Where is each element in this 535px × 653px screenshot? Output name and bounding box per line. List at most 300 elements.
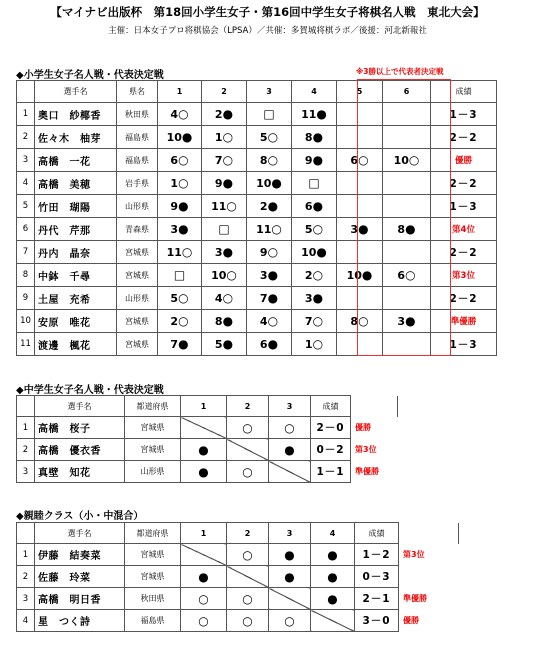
game-result-mark: □ [173,268,186,282]
col-header-result: 成績 [355,523,399,544]
game-result-mark: ● [405,314,416,328]
game-result-mark: ● [327,547,338,562]
opponent-number: 7 [170,338,179,351]
middle-section-heading: ◆中学生女子名人戦・代表決定戦 [16,385,164,396]
record: 1－2 [355,544,399,566]
final-rank: 第3位 [355,445,377,454]
opponent-number: 3 [170,223,179,236]
game-cell [247,195,292,218]
row-number: 11 [17,333,35,356]
game-result-mark: ○ [358,314,369,328]
record: 2－2 [431,126,497,149]
header-row [17,81,497,103]
col-header-round: 4 [292,81,337,103]
opponent-number: 11 [256,223,272,236]
game-cell [158,310,202,333]
game-cell [202,149,247,172]
self-match-cell [227,566,269,588]
game-result-mark: ● [405,222,416,236]
opponent-number: 6 [170,154,179,167]
player-pref: 宮城県 [125,439,181,461]
record: 2－2 [431,287,497,310]
player-name: 真壁 知花 [35,461,125,483]
row-number: 5 [17,195,35,218]
game-result-mark: ● [312,199,324,213]
game-cell [292,103,337,126]
col-header-round: 6 [383,81,431,103]
game-cell [292,218,337,241]
game-result-mark: ○ [242,464,253,479]
game-cell [269,417,311,439]
elementary-section-heading: ◆小学生女子名人戦・代表決定戦 [16,70,164,81]
player-name: 高橋 明日香 [35,588,125,610]
self-match-cell [181,544,227,566]
game-cell [292,241,337,264]
col-header-result: 成績 [311,396,351,417]
player-name: 高橋 優衣香 [35,439,125,461]
game-cell [311,588,355,610]
game-result-mark: ○ [284,613,295,628]
game-cell [202,218,247,241]
game-cell [227,417,269,439]
opponent-number: 9 [214,177,223,190]
game-result-mark: ○ [198,591,209,606]
table-row [17,287,497,310]
col-header-round: 3 [247,81,292,103]
opponent-number: 10 [393,154,409,167]
player-pref: 山形県 [117,195,158,218]
opponent-number: 6 [397,269,406,282]
game-result-mark: ● [361,268,373,282]
game-result-mark: ● [327,591,338,606]
opponent-number: 5 [214,338,223,351]
game-result-mark: ○ [226,268,237,282]
game-result-mark: ○ [312,268,324,282]
table-row [17,264,497,287]
player-pref: 福島県 [117,149,158,172]
game-result-mark: ● [316,245,327,259]
game-cell [247,287,292,310]
opponent-number: 6 [350,154,359,167]
final-rank: 準優勝 [355,467,379,476]
game-cell [383,218,431,241]
player-name: 佐藤 玲菜 [35,566,125,588]
opponent-number: 10 [211,269,227,282]
corner-cell [17,523,35,544]
table-row [17,103,497,126]
row-number: 2 [17,126,35,149]
game-cell [337,218,383,241]
table-row [17,149,497,172]
table-row [17,544,459,566]
row-number: 4 [17,172,35,195]
game-cell [337,195,383,218]
player-name: 安原 唯花 [35,310,117,333]
game-result-mark: ● [284,442,295,457]
game-result-mark: ● [222,176,234,190]
player-pref: 宮城県 [117,333,158,356]
player-pref: 宮城県 [117,264,158,287]
table-row [17,126,497,149]
game-result-mark: ● [222,314,234,328]
player-pref: 山形県 [125,461,181,483]
record: 1－3 [431,103,497,126]
game-cell [292,149,337,172]
game-result-mark: ● [267,268,279,282]
row-number: 2 [17,439,35,461]
game-cell [292,310,337,333]
game-result-mark: ○ [267,245,279,259]
game-result-mark: ● [358,222,369,236]
game-cell [337,172,383,195]
row-number: 3 [17,588,35,610]
col-header-pref: 都道府県 [125,396,181,417]
player-name: 土屋 充希 [35,287,117,310]
record: 2－2 [431,172,497,195]
header-row [17,396,459,417]
record: 3－0 [355,610,399,632]
game-cell [158,333,202,356]
header-row [17,523,459,544]
game-result-mark: ● [271,176,282,190]
elementary-note: ※3勝以上で代表者決定戦 [356,67,444,76]
game-result-mark: ● [327,569,338,584]
player-name: 竹田 瑚陽 [35,195,117,218]
table-row [17,439,459,461]
record: 0－2 [311,439,351,461]
opponent-number: 7 [214,154,223,167]
col-header-round: 2 [202,81,247,103]
final-rank: 第3位 [403,550,425,559]
final-rank: 第4位 [431,218,497,241]
col-header-round: 1 [181,396,227,417]
opponent-number: 1 [304,338,313,351]
game-cell [311,566,355,588]
row-number: 10 [17,310,35,333]
opponent-number: 3 [214,246,223,259]
middle-results-table [16,395,459,483]
game-cell [202,264,247,287]
table-row [17,566,459,588]
opponent-number: 4 [259,315,268,328]
col-header-name: 選手名 [35,396,125,417]
opponent-number: 2 [304,269,313,282]
game-cell [227,610,269,632]
opponent-number: 5 [170,292,179,305]
col-header-result: 成績 [431,81,497,103]
game-result-mark: ● [178,199,189,213]
opponent-number: 8 [350,315,359,328]
player-pref: 宮城県 [125,566,181,588]
table-row [17,588,459,610]
game-result-mark: ● [267,291,279,305]
game-result-mark: ● [312,130,324,144]
game-result-mark: ● [178,222,189,236]
row-number: 8 [17,264,35,287]
game-result-mark: ○ [222,130,234,144]
game-cell [269,544,311,566]
opponent-number: 1 [214,131,223,144]
opponent-number: 5 [304,223,313,236]
game-cell [292,287,337,310]
opponent-number: 8 [304,131,313,144]
game-cell [158,218,202,241]
opponent-number: 6 [259,338,268,351]
table-row [17,610,459,632]
table-row [17,241,497,264]
opponent-number: 9 [259,246,268,259]
game-result-mark: ○ [358,153,369,167]
game-result-mark: ● [267,199,279,213]
opponent-number: 3 [304,292,313,305]
table-row [17,417,459,439]
game-cell [202,103,247,126]
game-result-mark: □ [263,107,275,121]
game-result-mark: ○ [312,222,324,236]
col-header-name: 選手名 [35,81,117,103]
game-cell [269,566,311,588]
game-cell [181,439,227,461]
game-cell [227,461,269,483]
col-header-round: 5 [337,81,383,103]
game-cell [247,310,292,333]
row-number: 4 [17,610,35,632]
game-result-mark: ○ [198,613,209,628]
game-cell [202,241,247,264]
game-result-mark: ○ [267,314,279,328]
col-header-round: 3 [269,396,311,417]
game-result-mark: ● [222,107,234,121]
game-cell [181,461,227,483]
row-number: 3 [17,149,35,172]
game-cell [202,287,247,310]
row-number: 3 [17,461,35,483]
game-result-mark: ● [267,337,279,351]
game-cell [158,149,202,172]
game-result-mark: ● [198,464,209,479]
game-cell [202,195,247,218]
opponent-number: 10 [301,246,317,259]
final-rank [399,566,459,588]
opponent-number: 1 [170,177,179,190]
player-name: 佐々木 柚芽 [35,126,117,149]
game-result-mark: ● [312,153,324,167]
game-cell [158,264,202,287]
game-result-mark: ○ [178,107,189,121]
game-cell [292,195,337,218]
table-row [17,218,497,241]
player-name: 渡邊 楓花 [35,333,117,356]
game-cell [383,333,431,356]
game-cell [269,439,311,461]
game-cell [337,103,383,126]
game-cell [383,195,431,218]
game-cell [181,610,227,632]
player-pref: 岩手県 [117,172,158,195]
game-cell [383,264,431,287]
col-header-name: 選手名 [35,523,125,544]
player-name: 高橋 桜子 [35,417,125,439]
game-cell [227,588,269,610]
final-rank: 準優勝 [431,310,497,333]
game-cell [337,149,383,172]
game-cell [247,103,292,126]
game-result-mark: ● [178,337,189,351]
row-number: 1 [17,544,35,566]
game-result-mark: ○ [178,153,189,167]
friendship-results-table [16,522,459,632]
game-result-mark: ○ [312,337,324,351]
row-number: 9 [17,287,35,310]
game-result-mark: □ [218,222,230,236]
organizers-line: 主催：日本女子プロ将棋協会（LPSA）／共催：多賀城将棋ラボ／後援：河北新報社 [108,26,427,36]
game-result-mark: ○ [242,613,253,628]
game-result-mark: ● [284,547,295,562]
final-rank: 優勝 [403,616,419,625]
player-pref: 福島県 [117,126,158,149]
game-cell [202,333,247,356]
self-match-cell [269,461,311,483]
game-result-mark: ● [222,337,234,351]
game-cell [292,126,337,149]
player-pref: 青森県 [117,218,158,241]
game-result-mark: ● [284,569,295,584]
opponent-number: 8 [397,223,406,236]
game-result-mark: ○ [222,153,234,167]
final-rank: 優勝 [355,423,371,432]
table-row [17,172,497,195]
player-name: 星 つく詩 [35,610,125,632]
record: 1－3 [431,195,497,218]
page-title: 【マイナビ出版杯 第18回小学生女子・第16回中学生女子将棋名人戦 東北大会】 [50,5,485,19]
game-cell [181,588,227,610]
game-cell [337,264,383,287]
friendship-section-heading: ◆親睦クラス（小・中混合） [16,511,144,522]
game-cell [227,544,269,566]
table-row [17,333,497,356]
opponent-number: 8 [259,154,268,167]
game-result-mark: ● [222,245,234,259]
game-cell [202,126,247,149]
game-cell [383,287,431,310]
self-match-cell [227,439,269,461]
player-pref: 秋田県 [125,588,181,610]
game-result-mark: ○ [271,222,282,236]
col-header-pref: 県名 [117,81,158,103]
opponent-number: 2 [214,108,223,121]
opponent-number: 11 [211,200,227,213]
game-cell [247,333,292,356]
opponent-number: 4 [214,292,223,305]
opponent-number: 3 [397,315,406,328]
col-header-round: 2 [227,396,269,417]
game-result-mark: ● [181,130,193,144]
game-cell [292,172,337,195]
table-row [17,310,497,333]
game-result-mark: ○ [242,420,253,435]
opponent-number: 9 [170,200,179,213]
player-pref: 宮城県 [125,544,181,566]
player-name: 丹内 晶奈 [35,241,117,264]
game-cell [383,310,431,333]
opponent-number: 3 [350,223,359,236]
row-number: 1 [17,103,35,126]
row-number: 2 [17,566,35,588]
player-name: 奥口 紗椰香 [35,103,117,126]
player-name: 中鉢 千尋 [35,264,117,287]
col-header-round: 4 [311,523,355,544]
game-result-mark: ○ [242,591,253,606]
corner-cell [17,81,35,103]
row-number: 7 [17,241,35,264]
game-result-mark: ○ [267,153,279,167]
corner-cell [17,396,35,417]
game-cell [383,149,431,172]
game-result-mark: ○ [267,130,279,144]
player-pref: 宮城県 [125,417,181,439]
game-cell [247,218,292,241]
record: 0－3 [355,566,399,588]
game-cell [158,172,202,195]
record: 2－0 [311,417,351,439]
player-pref: 宮城県 [117,310,158,333]
row-number: 1 [17,417,35,439]
game-result-mark: ● [198,442,209,457]
opponent-number: 4 [170,108,179,121]
player-pref: 秋田県 [117,103,158,126]
game-result-mark: ○ [242,547,253,562]
header-spacer [399,523,459,544]
opponent-number: 6 [304,200,313,213]
opponent-number: 10 [256,177,272,190]
game-cell [337,310,383,333]
opponent-number: 2 [170,315,179,328]
game-cell [247,241,292,264]
record: 1－3 [431,333,497,356]
col-header-round: 3 [269,523,311,544]
game-cell [158,241,202,264]
game-result-mark: ○ [178,176,189,190]
game-cell [158,103,202,126]
col-header-round: 1 [158,81,202,103]
player-name: 高橋 一花 [35,149,117,172]
player-pref: 宮城県 [117,241,158,264]
col-header-pref: 都道府県 [125,523,181,544]
opponent-number: 10 [166,131,182,144]
opponent-number: 9 [304,154,313,167]
game-cell [311,544,355,566]
opponent-number: 7 [259,292,268,305]
record: 2－1 [355,588,399,610]
game-cell [337,333,383,356]
col-header-round: 2 [227,523,269,544]
final-rank: 第3位 [431,264,497,287]
record: 2－2 [431,241,497,264]
game-cell [181,566,227,588]
game-cell [337,241,383,264]
game-result-mark: ○ [178,314,189,328]
game-result-mark: ○ [405,268,416,282]
final-rank: 準優勝 [403,594,427,603]
game-cell [292,333,337,356]
self-match-cell [311,610,355,632]
game-cell [337,287,383,310]
game-cell [158,195,202,218]
game-result-mark: ○ [181,245,193,259]
opponent-number: 10 [346,269,362,282]
player-pref: 山形県 [117,287,158,310]
col-header-round: 1 [181,523,227,544]
